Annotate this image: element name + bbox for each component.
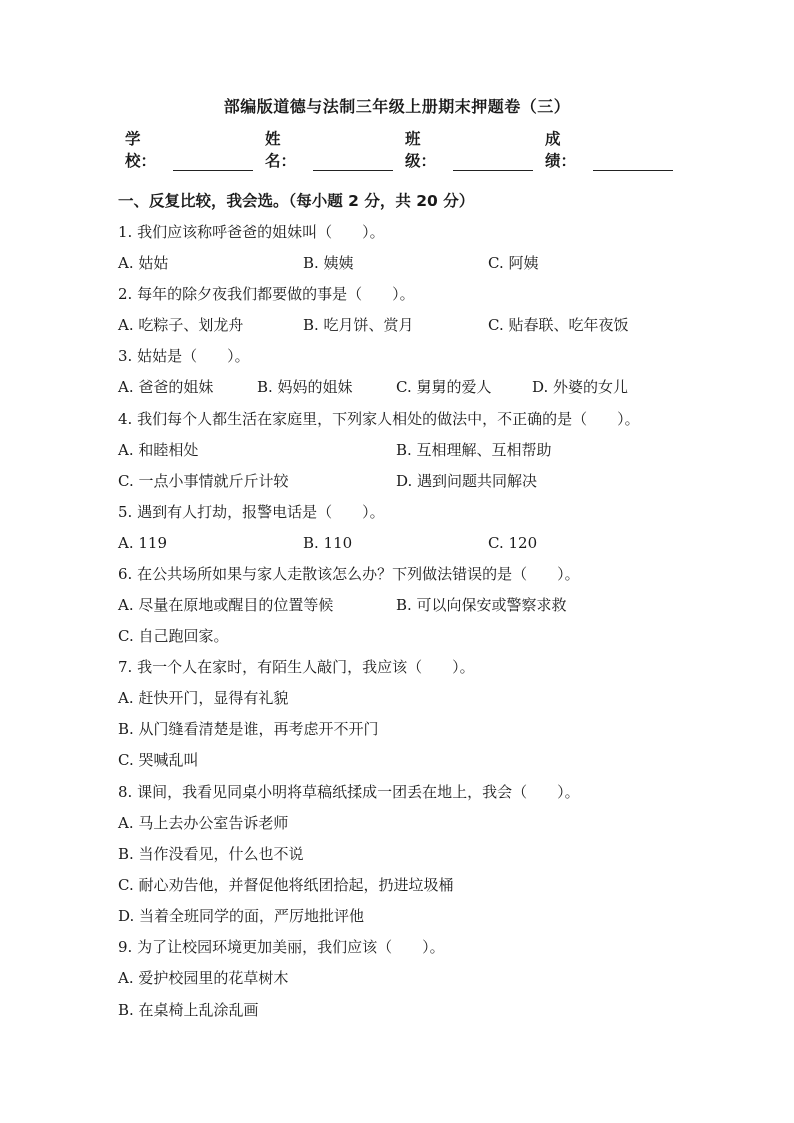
option-c: C. 阿姨 <box>488 254 539 272</box>
question-8-stem: 8. 课间，我看见同桌小明将草稿纸揉成一团丢在地上，我会（ ）。 <box>118 783 580 801</box>
question-9-stem: 9. 为了让校园环境更加美丽，我们应该（ ）。 <box>118 938 445 956</box>
exam-title: 部编版道德与法制三年级上册期末押题卷（三） <box>223 97 571 116</box>
option-b: B. 当作没看见，什么也不说 <box>118 845 304 863</box>
option-c: C. 120 <box>488 534 538 552</box>
option-b: B. 在桌椅上乱涂乱画 <box>118 1001 259 1019</box>
class-label: 班级： <box>405 130 437 170</box>
question-2-stem: 2. 每年的除夕夜我们都要做的事是（ ）。 <box>118 285 415 303</box>
option-a: A. 爱护校园里的花草树木 <box>118 969 289 987</box>
question-4-options-row1 <box>118 440 678 460</box>
name-label: 姓名： <box>265 130 297 170</box>
option-a: A. 赶快开门，显得有礼貌 <box>118 689 289 707</box>
option-b: B. 互相理解、互相帮助 <box>396 441 552 459</box>
question-4-options-row2 <box>118 471 678 491</box>
option-a: A. 和睦相处 <box>118 441 199 459</box>
option-c: C. 耐心劝告他，并督促他将纸团拾起，扔进垃圾桶 <box>118 876 454 894</box>
question-3-options <box>118 377 678 397</box>
option-c: C. 哭喊乱叫 <box>118 751 199 769</box>
option-b: B. 妈妈的姐妹 <box>257 378 353 396</box>
option-d: D. 外婆的女儿 <box>532 378 629 396</box>
option-a: A. 吃粽子、划龙舟 <box>118 316 244 334</box>
question-5-options <box>118 533 678 553</box>
class-field <box>405 127 533 171</box>
question-7-stem: 7. 我一个人在家时，有陌生人敲门，我应该（ ）。 <box>118 658 475 676</box>
option-c: C. 自己跑回家。 <box>118 627 229 645</box>
option-b: B. 可以向保安或警察求救 <box>396 596 567 614</box>
score-blank[interactable] <box>593 156 673 171</box>
question-5-stem: 5. 遇到有人打劫，报警电话是（ ）。 <box>118 503 385 521</box>
section-heading: 一、反复比较，我会选。（每小题 2 分，共 20 分） <box>118 192 475 210</box>
option-c: C. 贴春联、吃年夜饭 <box>488 316 629 334</box>
option-a: A. 爸爸的姐妹 <box>118 378 214 396</box>
option-d: D. 当着全班同学的面，严厉地批评他 <box>118 907 365 925</box>
score-field <box>545 127 673 171</box>
option-d: D. 遇到问题共同解决 <box>396 472 538 490</box>
option-b: B. 从门缝看清楚是谁，再考虑开不开门 <box>118 720 379 738</box>
option-a: A. 119 <box>118 534 167 552</box>
score-label: 成绩： <box>545 130 577 170</box>
question-3-stem: 3. 姑姑是（ ）。 <box>118 347 250 365</box>
school-blank[interactable] <box>173 156 253 171</box>
question-6-options-row1 <box>118 595 678 615</box>
option-a: A. 姑姑 <box>118 254 169 272</box>
school-label: 学校： <box>125 130 157 170</box>
question-2-options <box>118 315 678 335</box>
student-info-row <box>125 127 685 171</box>
question-1-stem: 1. 我们应该称呼爸爸的姐妹叫（ ）。 <box>118 223 385 241</box>
option-a: A. 马上去办公室告诉老师 <box>118 814 289 832</box>
name-blank[interactable] <box>313 156 393 171</box>
option-c: C. 舅舅的爱人 <box>396 378 492 396</box>
option-b: B. 姨姨 <box>303 254 354 272</box>
question-6-stem: 6. 在公共场所如果与家人走散该怎么办？下列做法错误的是（ ）。 <box>118 565 580 583</box>
school-field <box>125 127 253 171</box>
class-blank[interactable] <box>453 156 533 171</box>
option-c: C. 一点小事情就斤斤计较 <box>118 472 289 490</box>
question-1-options <box>118 253 678 273</box>
name-field <box>265 127 393 171</box>
question-4-stem: 4. 我们每个人都生活在家庭里，下列家人相处的做法中，不正确的是（ ）。 <box>118 410 640 428</box>
option-b: B. 吃月饼、赏月 <box>303 316 414 334</box>
option-a: A. 尽量在原地或醒目的位置等候 <box>118 596 334 614</box>
option-b: B. 110 <box>303 534 353 552</box>
